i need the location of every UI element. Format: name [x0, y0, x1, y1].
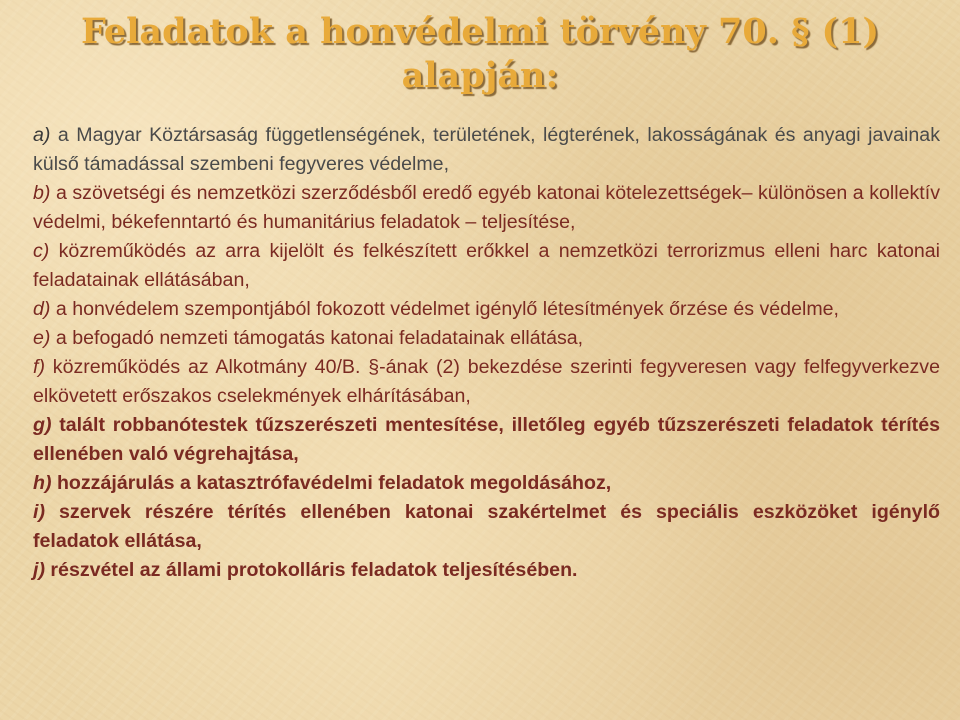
slide-title [0, 10, 960, 98]
list-item-e [33, 324, 940, 353]
title-line-1: Feladatok a honvédelmi törvény 70. § (1) [80, 11, 880, 52]
item-text: a Magyar Köztársaság függetlenségének, területének, légterének, lakosságának és anyagi javainak külső támadással szembeni fegyveres védelme, [33, 124, 940, 175]
list-item-d [33, 295, 940, 324]
list-item-h [33, 469, 940, 498]
item-letter: j) [33, 559, 45, 581]
list-item-f [33, 353, 940, 411]
list-item-j [33, 556, 940, 585]
list-item-a [33, 121, 940, 179]
item-text: a befogadó nemzeti támogatás katonai feladatainak ellátása, [55, 327, 584, 349]
item-letter: f) [33, 356, 45, 378]
list-item-g [33, 411, 940, 469]
item-text: szervek részére térítés ellenében katonai szakértelmet és speciális eszközöket igénylő feladatok ellátása, [33, 501, 940, 552]
item-text: részvétel az állami protokolláris feladatok teljesítésében. [50, 559, 578, 581]
item-letter: h) [33, 472, 52, 494]
item-letter: e) [33, 327, 51, 349]
item-text: közreműködés az arra kijelölt és felkészített erőkkel a nemzetközi terrorizmus elleni harc katonai feladatainak ellátásában, [33, 240, 940, 291]
task-list [33, 121, 940, 585]
item-letter: d) [33, 298, 51, 320]
item-text: hozzájárulás a katasztrófavédelmi feladatok megoldásához, [56, 472, 612, 494]
item-text: közreműködés az Alkotmány 40/B. §-ának (2) bekezdése szerinti fegyveresen vagy felfegyverkezve elkövetett erőszakos cselekmények elhárításában, [33, 356, 940, 407]
item-letter: b) [33, 182, 51, 204]
list-item-b [33, 179, 940, 237]
item-letter: a) [33, 124, 51, 146]
list-item-c [33, 237, 940, 295]
item-letter: c) [33, 240, 50, 262]
list-item-i [33, 498, 940, 556]
item-text: a szövetségi és nemzetközi szerződésből eredő egyéb katonai kötelezettségek– különösen a kollektív védelmi, békefenntartó és humanitárius feladatok – teljesítése, [33, 182, 940, 233]
item-text: talált robbanótestek tűzszerészeti mentesítése, illetőleg egyéb tűzszerészeti feladatok térítés ellenében való végrehajtása, [33, 414, 940, 465]
item-letter: i) [33, 501, 45, 523]
item-letter: g) [33, 414, 52, 436]
title-line-2: alapján: [401, 55, 559, 96]
item-text: a honvédelem szempontjából fokozott védelmet igénylő létesítmények őrzése és védelme, [55, 298, 839, 320]
